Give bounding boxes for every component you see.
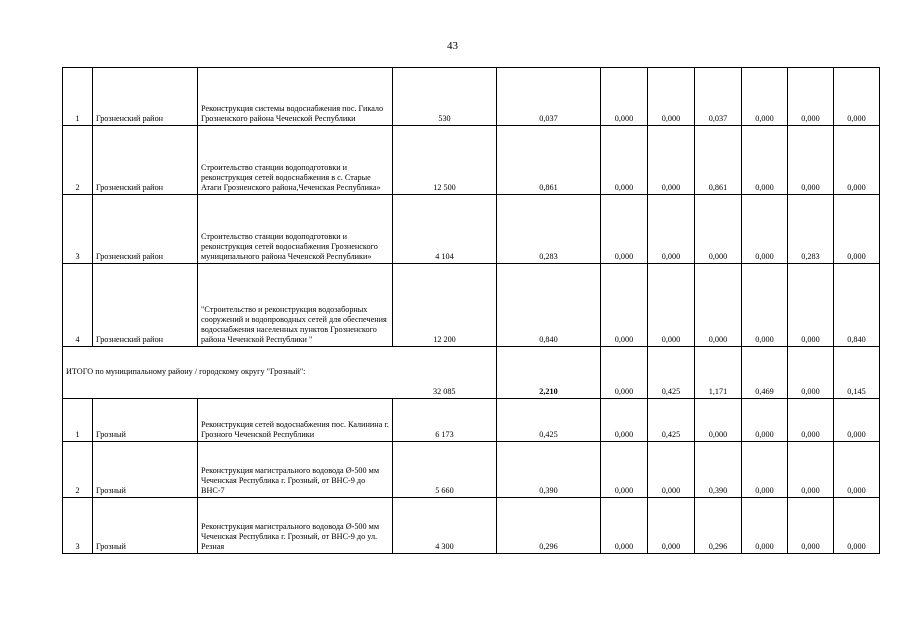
value-cell: 0,037 <box>497 68 601 126</box>
value-cell: 0,000 <box>834 399 880 442</box>
table-row <box>63 442 880 498</box>
value-cell: 0,000 <box>601 68 648 126</box>
table-row <box>63 498 880 554</box>
project-name-cell: Строительство станции водоподготовки и реконструкция сетей водоснабжения в с. Старые Атаги Грозненского района,Чеченская Республика» <box>198 126 393 195</box>
value-cell: 0,000 <box>742 399 788 442</box>
row-number: 4 <box>63 264 93 347</box>
table-row <box>63 399 880 442</box>
project-name-cell: Реконструкция сетей водоснабжения пос. Калинина г. Грозного Чеченской Республики <box>198 399 393 442</box>
value-cell: 4 104 <box>393 195 497 264</box>
total-value-cell: 0,425 <box>648 347 695 399</box>
table-row <box>63 195 880 264</box>
page-number: 43 <box>447 40 458 52</box>
value-cell: 0,000 <box>834 498 880 554</box>
value-cell: 0,037 <box>695 68 742 126</box>
value-cell: 0,000 <box>742 498 788 554</box>
total-value-cell: 1,171 <box>695 347 742 399</box>
value-cell: 0,000 <box>742 126 788 195</box>
value-cell: 0,000 <box>834 68 880 126</box>
value-cell: 0,390 <box>497 442 601 498</box>
value-cell: 0,425 <box>497 399 601 442</box>
value-cell: 0,000 <box>695 399 742 442</box>
value-cell: 0,000 <box>742 195 788 264</box>
row-number: 2 <box>63 442 93 498</box>
value-cell: 0,000 <box>648 264 695 347</box>
project-name-cell: "Строительство и реконструкция водозаборных сооружений и водопроводных сетей для обеспечения водоснабжения населенных пунктов Грозненского района Чеченской Республики " <box>198 264 393 347</box>
value-cell: 0,000 <box>788 442 834 498</box>
value-cell: 0,000 <box>834 442 880 498</box>
project-name-cell: Реконструкция магистрального водовода Ø-500 мм Чеченская Республика г. Грозный, от ВНС-9 до ВНС-7 <box>198 442 393 498</box>
table-row <box>63 264 880 347</box>
value-cell: 0,000 <box>788 126 834 195</box>
value-cell: 0,000 <box>788 498 834 554</box>
value-cell: 0,390 <box>695 442 742 498</box>
value-cell: 0,283 <box>788 195 834 264</box>
project-name-cell: Строительство станции водоподготовки и реконструкция сетей водоснабжения Грозненского муниципального района Чеченской Республики» <box>198 195 393 264</box>
value-cell: 0,000 <box>695 264 742 347</box>
total-value-cell: 0,145 <box>834 347 880 399</box>
total-value-cell: 32 085 <box>393 347 497 399</box>
total-value-cell: 0,000 <box>788 347 834 399</box>
value-cell: 0,000 <box>601 195 648 264</box>
row-number: 3 <box>63 498 93 554</box>
total-value-cell: 0,000 <box>601 347 648 399</box>
value-cell: 6 173 <box>393 399 497 442</box>
value-cell: 12 500 <box>393 126 497 195</box>
table-row <box>63 126 880 195</box>
value-cell: 0,861 <box>497 126 601 195</box>
total-row <box>63 347 880 399</box>
value-cell: 530 <box>393 68 497 126</box>
value-cell: 0,283 <box>497 195 601 264</box>
value-cell: 0,000 <box>648 195 695 264</box>
row-number: 3 <box>63 195 93 264</box>
projects-table <box>62 67 880 554</box>
value-cell: 0,296 <box>695 498 742 554</box>
value-cell: 0,840 <box>834 264 880 347</box>
value-cell: 0,425 <box>648 399 695 442</box>
value-cell: 0,000 <box>695 195 742 264</box>
value-cell: 0,000 <box>601 442 648 498</box>
value-cell: 0,000 <box>648 442 695 498</box>
row-number: 2 <box>63 126 93 195</box>
region-cell: Грозненский район <box>93 68 198 126</box>
value-cell: 0,000 <box>834 126 880 195</box>
value-cell: 4 300 <box>393 498 497 554</box>
value-cell: 0,000 <box>648 498 695 554</box>
row-number: 1 <box>63 68 93 126</box>
region-cell: Грозненский район <box>93 195 198 264</box>
value-cell: 0,000 <box>788 264 834 347</box>
value-cell: 0,000 <box>834 195 880 264</box>
table-row <box>63 68 880 126</box>
value-cell: 5 660 <box>393 442 497 498</box>
region-cell: Грозный <box>93 399 198 442</box>
value-cell: 0,000 <box>742 442 788 498</box>
total-value-cell: 2,210 <box>497 347 601 399</box>
value-cell: 0,000 <box>742 264 788 347</box>
total-value-cell: 0,469 <box>742 347 788 399</box>
value-cell: 0,000 <box>648 126 695 195</box>
value-cell: 0,000 <box>742 68 788 126</box>
value-cell: 0,000 <box>601 264 648 347</box>
value-cell: 0,000 <box>601 399 648 442</box>
value-cell: 0,000 <box>601 498 648 554</box>
value-cell: 0,296 <box>497 498 601 554</box>
region-cell: Грозненский район <box>93 264 198 347</box>
project-name-cell: Реконструкция магистрального водовода Ø-500 мм Чеченская Республика г. Грозный, от ВНС-9 до ул. Резная <box>198 498 393 554</box>
value-cell: 0,000 <box>788 399 834 442</box>
region-cell: Грозненский район <box>93 126 198 195</box>
total-label: ИТОГО по муниципальному району / городскому округу "Грозный": <box>63 347 393 399</box>
value-cell: 0,000 <box>788 68 834 126</box>
row-number: 1 <box>63 399 93 442</box>
value-cell: 0,861 <box>695 126 742 195</box>
value-cell: 0,000 <box>601 126 648 195</box>
value-cell: 12 200 <box>393 264 497 347</box>
project-name-cell: Реконструкция системы водоснабжения пос. Гикало Грозненского района Чеченской Республики <box>198 68 393 126</box>
value-cell: 0,000 <box>648 68 695 126</box>
region-cell: Грозный <box>93 498 198 554</box>
region-cell: Грозный <box>93 442 198 498</box>
value-cell: 0,840 <box>497 264 601 347</box>
